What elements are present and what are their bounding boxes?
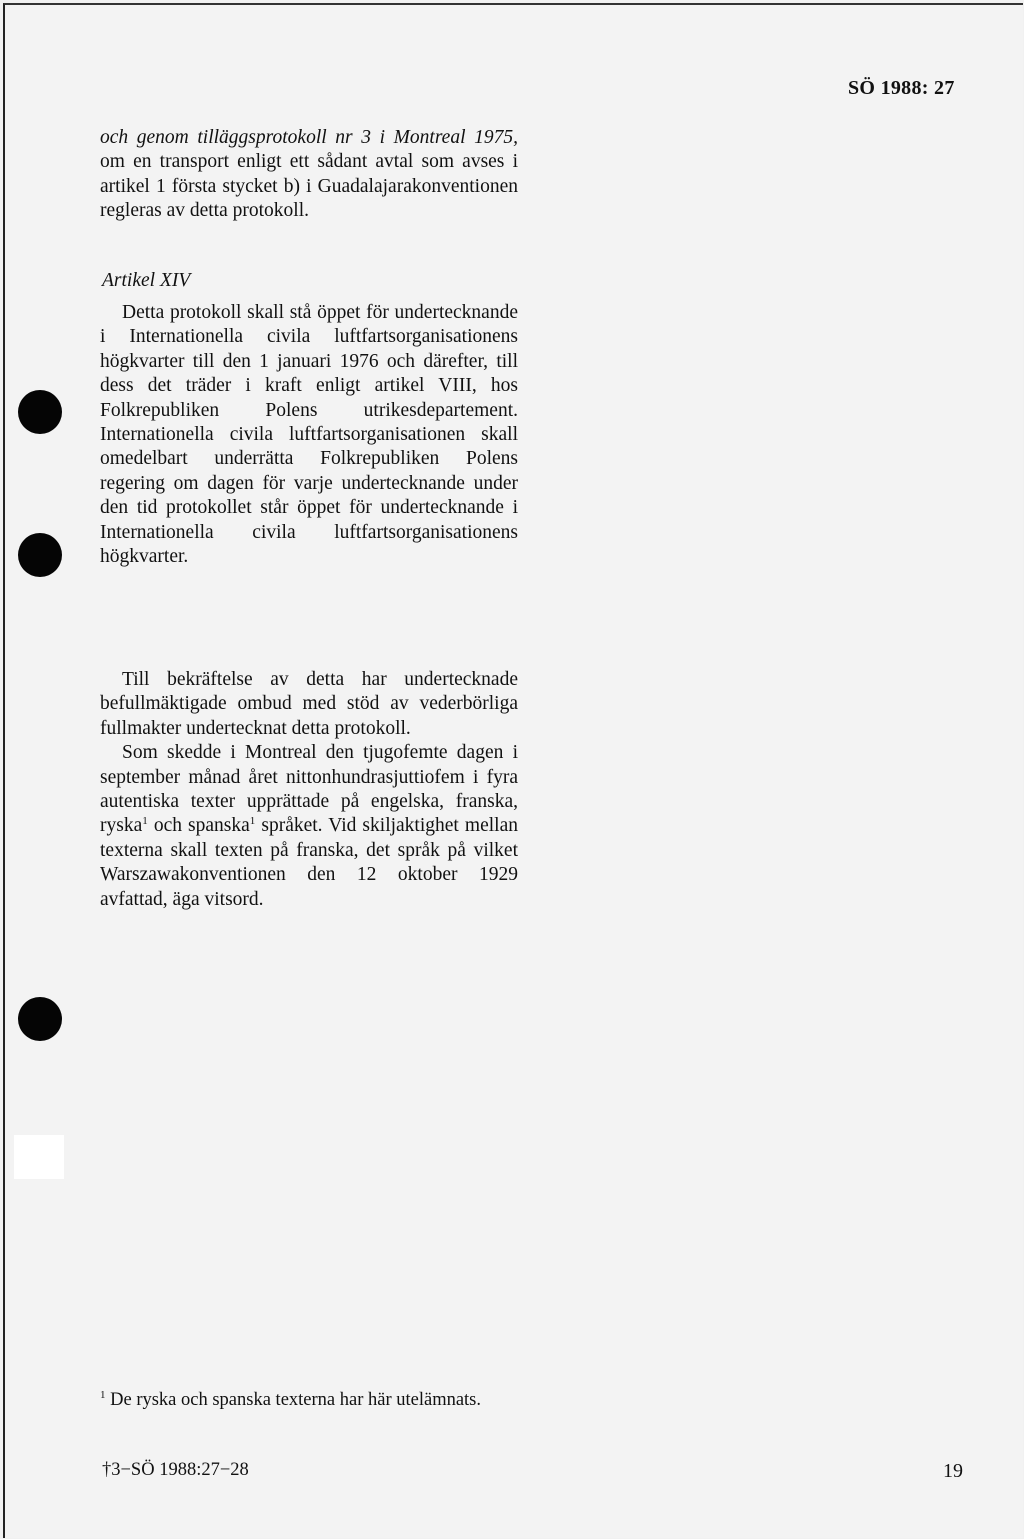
- intro-paragraph: [100, 126, 518, 224]
- intro-text: om en transport enligt ett sådant avtal som avses i artikel 1 första stycket b) i Guadalajarakonventionen regleras av detta protokoll.: [100, 151, 518, 222]
- binder-hole-2: [18, 533, 62, 577]
- closing-paragraph-2: [100, 741, 518, 912]
- footnote-ref: 1: [142, 815, 148, 828]
- closing-text-a: Som skedde i Montreal den tjugofemte dagen i september månad året nittonhundrasjuttiofem i fyra autentiska texter upprättade på engelska, franska, ryska: [100, 742, 518, 837]
- binder-hole-3: [18, 997, 62, 1041]
- document-page: [3, 3, 1023, 1538]
- document-reference: SÖ 1988: 27: [848, 77, 955, 99]
- article-text: Detta protokoll skall stå öppet för undertecknande i Internationella civila luftfartsorganisationens högkvarter till den 1 januari 1976 och därefter, till dess det träder i kraft enligt artikel VIII, hos Folkrepubliken Polens utrikesdepartement. Internationella civila luftfartsorganisationen skall omedelbart underrätta Folkrepubliken Polens regering om dagen för varje undertecknande under den tid protokollet står öppet för undertecknande i Internationella civila luftfartsorganisationens högkvarter.: [100, 302, 518, 568]
- footer-code: †3−SÖ 1988:27−28: [102, 1460, 249, 1480]
- page-number: 19: [943, 1460, 963, 1482]
- footnote-text: De ryska och spanska texterna har här utelämnats.: [105, 1390, 482, 1410]
- article-body: [100, 301, 518, 569]
- footnote-marker: 1: [100, 1389, 106, 1401]
- closing-section: [100, 668, 518, 912]
- closing-text-c: språket. Vid skiljaktighet mellan texterna skall texten på franska, det språk på vilket Warszawakonventionen den 12 oktober 1929 avfattad, äga vitsord.: [100, 815, 518, 910]
- article-heading: Artikel XIV: [102, 270, 191, 291]
- closing-paragraph-1: Till bekräftelse av detta har undertecknade befullmäktigade ombud med stöd av vederbörliga fullmakter undertecknat detta protokoll.: [100, 669, 518, 739]
- binder-hole-1: [18, 390, 62, 434]
- intro-italic-lead: och genom tilläggsprotokoll nr 3 i Montreal 1975,: [100, 127, 518, 148]
- footnote: [100, 1389, 520, 1411]
- footnote-ref: 1: [249, 815, 256, 828]
- closing-text-b: och spanska: [147, 815, 250, 837]
- scan-white-patch: [14, 1135, 64, 1179]
